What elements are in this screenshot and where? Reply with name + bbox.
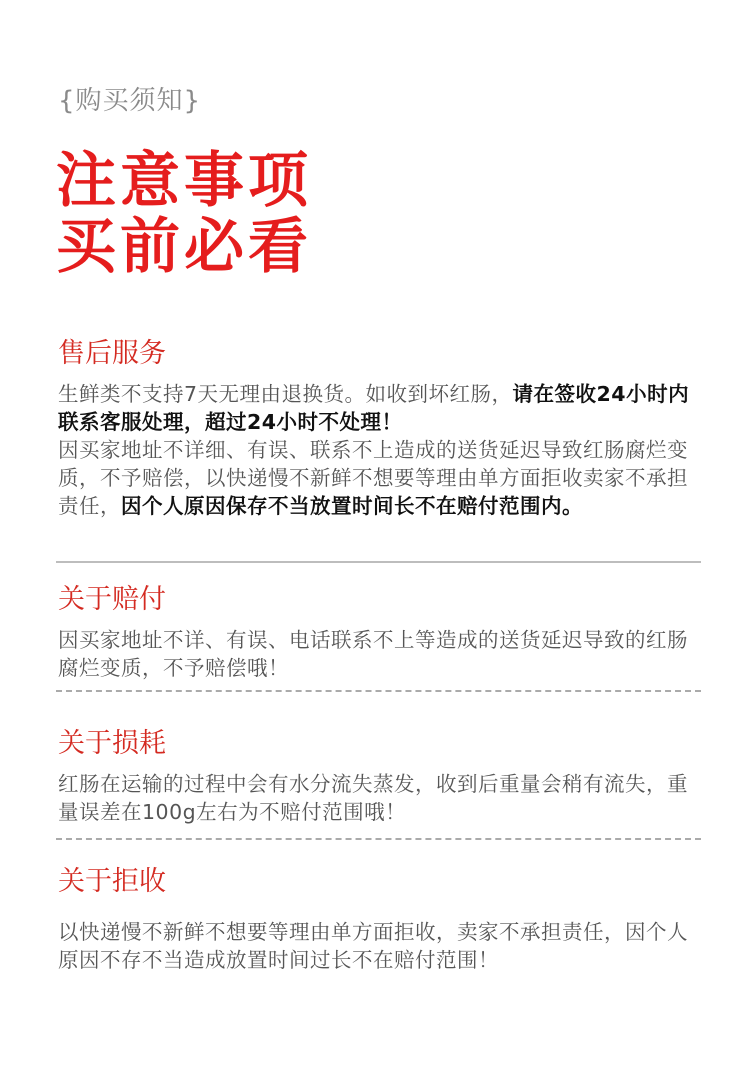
- after-sales-emphasis-2: 因个人原因保存不当放置时间长不在赔付范围内。: [121, 494, 583, 518]
- purchase-notice-tag: {购买须知}: [58, 86, 202, 116]
- section-after-sales: [58, 336, 698, 520]
- section-title: 售后服务: [58, 338, 166, 369]
- after-sales-emphasis-1: 请在签收24小时内联系客服处理，超过24小时不处理！: [58, 382, 690, 434]
- after-sales-text-1: 生鲜类不支持7天无理由退换货。如收到坏红肠，: [58, 382, 513, 406]
- section-divider-dashed: [56, 690, 701, 692]
- hero-line-1: 注意事项: [56, 146, 312, 216]
- section-loss: [58, 726, 698, 826]
- section-divider: [56, 561, 701, 563]
- section-body: 红肠在运输的过程中会有水分流失蒸发，收到后重量会稍有流失，重量误差在100g左右为不赔付范围哦！: [58, 772, 688, 824]
- section-refusal: [58, 864, 698, 974]
- section-compensation: [58, 582, 698, 682]
- section-body: [58, 380, 698, 520]
- hero-line-2: 买前必看: [56, 212, 312, 282]
- after-sales-text-2: 因买家地址不详细、有误、联系不上造成的送货延迟导致红肠腐烂变质，不予赔偿，以快递慢不新鲜不想要等理由单方面拒收卖家不承担责任，: [58, 438, 688, 518]
- section-divider-dashed: [56, 838, 701, 840]
- section-title: 关于拒收: [58, 866, 166, 897]
- hero-heading: [56, 148, 696, 280]
- section-body: 因买家地址不详、有误、电话联系不上等造成的送货延迟导致的红肠腐烂变质，不予赔偿哦！: [58, 628, 688, 680]
- section-title: 关于损耗: [58, 728, 166, 759]
- section-title: 关于赔付: [58, 584, 166, 615]
- section-body: 以快递慢不新鲜不想要等理由单方面拒收，卖家不承担责任，因个人原因不存不当造成放置时间过长不在赔付范围！: [58, 920, 688, 972]
